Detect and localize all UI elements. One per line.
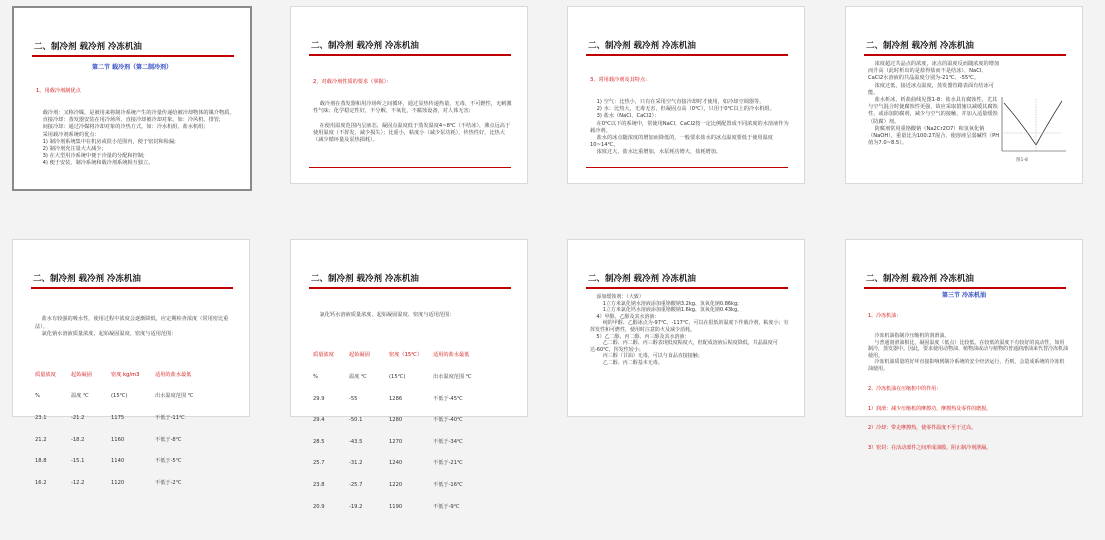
table-cell: 1286	[389, 395, 403, 402]
list-item: 3）密封：在活动部件之间形成油膜，阻止制冷剂泄漏。	[868, 445, 992, 452]
table-unit-row	[35, 393, 235, 400]
table-cell: 1190	[389, 503, 403, 510]
table-cell: 23.1	[35, 415, 47, 422]
brine-freezing-curve-diagram	[996, 93, 1068, 159]
slide-body-text: 冷冻机油指制冷压缩机的润滑油。 与普通润滑油相比，凝固温度（低点）比较低。在较低的温度下有较好的流动性，如用制冷，蒸发器中。因此，要求使用动物油、植物油或动与植物的普通润滑油来代替冷冻机油使用。 冷冻机油质量的好坏直接影响到制冷系统的安全经济运行，否则，会造成系统的冷冻机油使用。	[868, 332, 1069, 372]
table-cell: 不低于-21℃	[433, 460, 463, 467]
table-row	[313, 504, 513, 511]
table-cell: 1160	[111, 436, 125, 443]
table-header-cell: 质量浓度	[313, 352, 334, 359]
table-cell: 1240	[389, 460, 403, 467]
table-unit-cell: (15℃)	[111, 393, 128, 400]
table-row	[313, 439, 513, 446]
slide-heading: 1、冷冻机油：	[868, 313, 902, 320]
table-cell: 不低于-2℃	[155, 479, 182, 486]
slide-heading: 1、用载冷剂制优点	[36, 88, 81, 95]
slide-thumbnail-7[interactable]	[567, 239, 805, 417]
table-cell: -43.5	[349, 438, 363, 445]
slide-body-text: 载冷剂：又称冷媒，是被用来将制冷系统产生的冷量传递给被冷却物体的媒介物质。 直接冷却：蒸发器安装在用冷场所，直接冷却被冷却对象。如：冷风机、排管; 间接冷却：通过冷媒将冷却对象的冷热方式。如：冷水机组、盐水机组; 采用载冷剂系统的优点： 1) 制冷剂系统集中在机房或很小范围内，便于密封和检漏; 2) 制冷剂充注量大大减少; 3) 在大型用冷系统中便于冷量的分配和控制; 4) 便于安装，制冷系统和载冷剂系统相互独立。	[42, 110, 235, 167]
table-cell: 1280	[389, 417, 403, 424]
footer-divider	[309, 167, 511, 168]
table-row	[313, 460, 513, 467]
list-item: 2）冷却：带走摩擦热，使零件温度不至于过高。	[868, 425, 977, 432]
table-cell: 不低于-11℃	[155, 415, 185, 422]
table-cell: 不低于-16℃	[433, 482, 463, 489]
table-cell: 1175	[111, 415, 125, 422]
title-divider	[864, 287, 1066, 289]
table-cell: 不低于-34℃	[433, 438, 463, 445]
slide-subtitle: 第二节 载冷剂（第二制冷剂）	[91, 64, 173, 71]
table-cell: 29.4	[313, 417, 325, 424]
slide-title: 二、制冷剂 载冷剂 冷冻机油	[33, 274, 141, 284]
table-header-cell: 密度 kg/m3	[111, 371, 140, 378]
table-cell: -50.1	[349, 417, 363, 424]
slide-thumbnail-3[interactable]	[567, 6, 805, 184]
table-cell: 1220	[389, 482, 403, 489]
title-divider	[31, 287, 233, 289]
table-cell: 25.7	[313, 460, 325, 467]
table-unit-cell: 出水温度范围 ℃	[433, 374, 472, 381]
table-cell: 不低于-8℃	[155, 436, 182, 443]
table-row	[313, 417, 513, 424]
table-cell: 1140	[111, 458, 125, 465]
slide-title: 二、制冷剂 载冷剂 冷冻机油	[311, 274, 419, 284]
table-cell: 20.9	[313, 503, 325, 510]
footer-divider	[586, 167, 788, 168]
slide-subtitle: 第三节 冷冻机油	[941, 292, 987, 299]
table-unit-cell: 温度 ℃	[71, 393, 89, 400]
slide-title: 二、制冷剂 载冷剂 冷冻机油	[311, 41, 419, 51]
table-cell: 不低于-9℃	[433, 503, 460, 510]
calcium-chloride-table	[313, 338, 513, 525]
slide-heading: 3、常用载冷剂及其特点：	[590, 77, 651, 84]
table-cell: -12.2	[71, 479, 85, 486]
table-cell: -55	[349, 395, 358, 402]
table-cell: 29.9	[313, 395, 325, 402]
slide-title: 二、制冷剂 载冷剂 冷冻机油	[866, 274, 974, 284]
table-unit-cell: (15℃)	[389, 374, 406, 381]
title-divider	[864, 54, 1066, 56]
table-header-cell: 质量浓度	[35, 371, 56, 378]
slide-thumbnail-6[interactable]	[290, 239, 528, 510]
slide-title: 二、制冷剂 载冷剂 冷冻机油	[588, 274, 696, 284]
table-cell: 16.2	[35, 479, 47, 486]
slide-title: 二、制冷剂 载冷剂 冷冻机油	[866, 41, 974, 51]
table-header-cell: 适用的盐水最低	[155, 371, 192, 378]
table-cell: -25.7	[349, 482, 363, 489]
table-cell: 28.5	[313, 438, 325, 445]
table-unit-row	[313, 374, 513, 381]
table-unit-cell: 温度 ℃	[349, 374, 367, 381]
title-divider	[309, 287, 511, 289]
slide-thumbnail-2[interactable]	[290, 6, 528, 184]
table-unit-cell: %	[35, 393, 40, 400]
slide-body-text: 盐水有较强的吸水性，使用过程中浓度会逐渐降低，应定期检查浓度（常用密比重法）。 氯化钠水溶液质量浓度、起始凝固温度、密度与适用范围：	[35, 316, 229, 337]
table-unit-cell: 出水温度范围 ℃	[155, 393, 194, 400]
table-row	[35, 415, 235, 422]
slide-body-text: 载冷剂在蒸发器和用冷场所之间循环，通过显热传递热量，无毒，不可燃性，无刺激性气味；化学稳定性好，不分解，不氧化，不腐蚀设备，对人体无害; 在使用温度范围内呈液态，凝固点温度低于蒸发温度4~8℃（不结冰），沸点远高于使用温度（不挥发，减少损失）；比重小，粘度小（减少泵功耗），传热性好，比热大（减少循环量及泵热损耗）。	[313, 101, 512, 144]
table-unit-cell: %	[313, 374, 318, 381]
table-header-cell: 起始凝固	[349, 352, 370, 359]
table-cell: 不低于-45℃	[433, 395, 463, 402]
slide-thumbnail-5[interactable]	[12, 239, 250, 486]
slide-heading-2: 2、冷冻机油在压缩机中的作用：	[868, 385, 942, 392]
title-divider	[586, 54, 788, 56]
table-cell: -15.1	[71, 458, 85, 465]
table-cell: 23.8	[313, 482, 325, 489]
table-cell: -31.2	[349, 460, 363, 467]
table-header-row	[35, 372, 235, 379]
table-cell: -19.2	[349, 503, 363, 510]
table-cell: 21.2	[35, 436, 47, 443]
table-row	[313, 482, 513, 489]
table-cell: 不低于-40℃	[433, 417, 463, 424]
slide-thumbnail-4[interactable]	[845, 6, 1083, 184]
slide-title: 二、制冷剂 载冷剂 冷冻机油	[588, 41, 696, 51]
slide-thumbnail-8[interactable]	[845, 239, 1083, 452]
table-cell: -21.2	[71, 415, 85, 422]
slide-body-text: 浓度超过共晶点的浓度，冰点的温度反而随浓度的增加而升高（此时析出的是盐得盐而不是结冰），NaCl、CaCl2水溶液的共晶温度分别为-21℃、-55℃。 浓度过低，接近冰点温度，蒸发器管路表面有结冰可能。 盐水析冰、析盐曲线见图1-8：盐水具有腐蚀性，尤其与空气混合时使腐蚀性更强，故应采取措施以减缓其腐蚀性，或添加防腐剂，减少与空气的接触，并加入适量缓蚀（防腐）剂。 防腐剂常用重铬酸钠（Na2Cr2O7）和氢氧化钠（NaOH），重量比为100:27混合，使溶液呈弱碱性（PH值为7.0~8.5）。	[868, 61, 1000, 147]
slide-body-text: 氯化钙水溶液质量浓度、起始凝固温度、密度与适用范围：	[313, 312, 455, 319]
table-header-cell: 起始凝固	[71, 371, 92, 378]
slide-heading: 2、对载冷剂性质的要求（掌握）：	[313, 79, 392, 86]
table-header-row	[313, 352, 513, 359]
table-cell: 1120	[111, 479, 125, 486]
figure-caption: 图1-8	[1016, 158, 1028, 163]
table-cell: 18.8	[35, 458, 47, 465]
slide-body-text: 1) 空气：比热小，只有在采用空气直接冷却时才使用，如冷却空调器等。 2) 水：比热大，无毒无害，但凝固点高（0℃），只用于0℃以上的冷水机组。 3) 盐水（NaCl、CaCl2）： 在0℃以下的系统中，常使用NaCl、CaCl2按一定比例配置成不同浓度的水溶液作为载冷剂。 盐水的冰点随浓度的增加而降低的，一般要求盐水的冰点温度要低于使用温度10~14℃。 浓度过大，盐水比重增加，水泵耗功增大，盐耗增加。	[590, 99, 789, 156]
table-cell: -18.2	[71, 436, 85, 443]
table-row	[35, 480, 235, 487]
slide-body-text: 添加缓蚀剂：（大致） 1立方米氯化钠水溶液添加重铬酸钠3.2kg、氢氧化钠0.86kg; 1立方米氯化钙水溶液添加重铬酸钠1.6kg、氢氧化钠0.43kg。 4）甲醇、乙醇及其水溶液： 纯的甲醇、乙醇冰点为-97℃、-117℃，可以在很低的温度下作载冷剂，粘度小；有挥发性和可燃性，使用时注意防火及减少消耗。 5）乙二醇、丙二醇、丙三醇及其水溶液： 乙二醇、丙二醇、丙三醇表现低度粘度大，但配成溶液后粘度降低，共晶温度可达-60℃，挥发性较小； 丙三醇（甘油）无毒，可以与食品直接接触； 乙二醇、丙二醇基本无毒。	[590, 294, 789, 366]
table-row	[35, 458, 235, 465]
sodium-chloride-table	[35, 357, 235, 501]
title-divider	[309, 54, 511, 56]
slide-thumbnail-1[interactable]	[12, 6, 252, 191]
table-row	[313, 396, 513, 403]
title-divider	[586, 287, 788, 289]
slide-title: 二、制冷剂 载冷剂 冷冻机油	[34, 42, 142, 52]
table-cell: 不低于-5℃	[155, 458, 182, 465]
table-row	[35, 437, 235, 444]
table-cell: 1270	[389, 438, 403, 445]
table-header-cell: 适用的盐水最低	[433, 352, 470, 359]
list-item: 1）润滑：减少压缩机的摩擦功，摩擦热及零件的磨损。	[868, 405, 992, 412]
table-header-cell: 密度（15℃）	[389, 352, 423, 359]
title-divider	[32, 55, 234, 57]
